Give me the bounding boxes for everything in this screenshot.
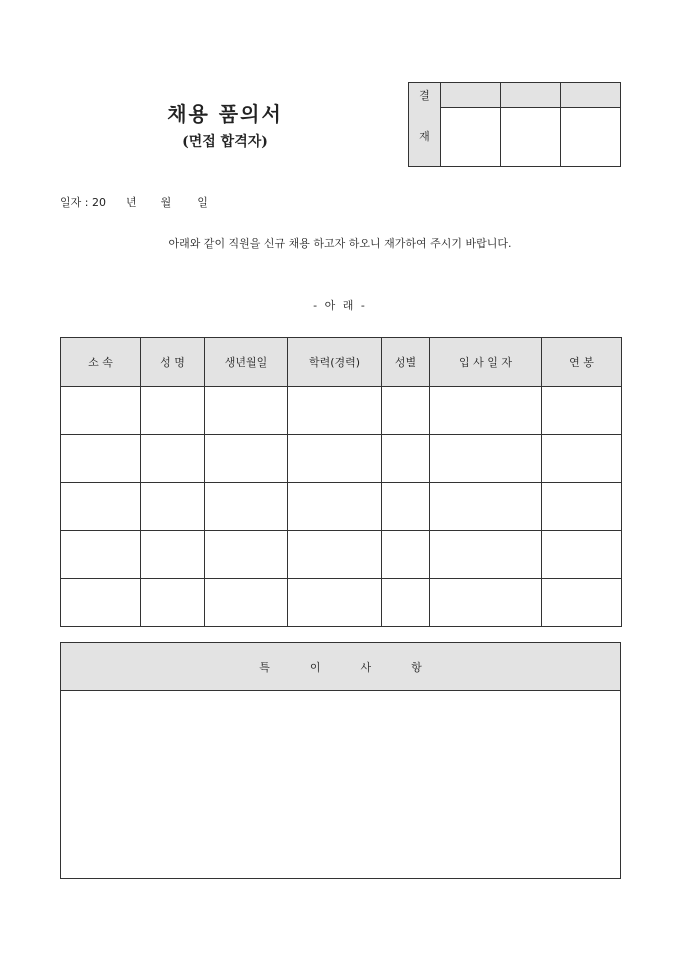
table-cell[interactable] [141,531,205,579]
col-header-name: 성 명 [141,338,205,387]
approval-label [409,83,441,167]
table-cell[interactable] [542,387,622,435]
table-cell[interactable] [61,435,141,483]
below-marker: - 아 래 - [313,299,367,312]
table-cell[interactable] [141,483,205,531]
table-row [61,435,622,483]
table-cell[interactable] [382,531,430,579]
table-cell[interactable] [430,435,542,483]
intro-text: 아래와 같이 직원을 신규 채용 하고자 하오니 재가하여 주시기 바랍니다. [168,237,512,250]
table-cell[interactable] [382,387,430,435]
approval-sign-cell[interactable] [501,108,561,167]
col-header-education: 학력(경력) [288,338,382,387]
table-cell[interactable] [61,483,141,531]
col-header-department: 소 속 [61,338,141,387]
special-notes-body[interactable] [61,691,620,877]
table-cell[interactable] [288,435,382,483]
col-header-birthdate: 생년월일 [205,338,288,387]
table-cell[interactable] [288,483,382,531]
table-cell[interactable] [205,435,288,483]
document-title: 채용 품의서 [167,102,283,126]
col-header-gender: 성별 [382,338,430,387]
special-notes-heading: 특이사항 [61,643,620,691]
table-cell[interactable] [288,387,382,435]
approval-head-cell [501,83,561,108]
table-cell[interactable] [61,579,141,627]
document-subtitle: (면접 합격자) [182,134,268,150]
table-cell[interactable] [542,579,622,627]
approval-sign-cell[interactable] [441,108,501,167]
table-cell[interactable] [288,531,382,579]
hire-table [60,337,622,627]
date-line [60,194,208,210]
approval-sign-cell[interactable] [561,108,621,167]
table-cell[interactable] [542,531,622,579]
table-cell[interactable] [61,387,141,435]
approval-box [408,82,621,167]
table-row [61,387,622,435]
table-cell[interactable] [141,579,205,627]
table-cell[interactable] [542,435,622,483]
table-cell[interactable] [205,483,288,531]
table-cell[interactable] [382,579,430,627]
col-header-salary: 연 봉 [542,338,622,387]
approval-label-bottom: 재 [419,129,430,143]
table-row [61,531,622,579]
table-cell[interactable] [288,579,382,627]
col-header-hire-date: 입 사 일 자 [430,338,542,387]
table-cell[interactable] [382,483,430,531]
date-month: 월 [160,196,172,209]
table-cell[interactable] [205,579,288,627]
date-day: 일 [197,196,208,209]
special-notes-box [60,642,621,879]
table-cell[interactable] [141,387,205,435]
table-row [61,483,622,531]
hire-table-header [61,338,622,387]
date-year: 년 [125,196,137,209]
table-cell[interactable] [141,435,205,483]
table-cell[interactable] [61,531,141,579]
table-cell[interactable] [430,483,542,531]
table-cell[interactable] [205,531,288,579]
table-cell[interactable] [430,531,542,579]
table-cell[interactable] [430,579,542,627]
approval-label-top: 결 [419,88,430,102]
table-cell[interactable] [430,387,542,435]
table-cell[interactable] [542,483,622,531]
table-row [61,579,622,627]
table-cell[interactable] [382,435,430,483]
table-cell[interactable] [205,387,288,435]
approval-head-cell [561,83,621,108]
approval-head-cell [441,83,501,108]
date-label: 일자 : 20 [60,196,106,209]
